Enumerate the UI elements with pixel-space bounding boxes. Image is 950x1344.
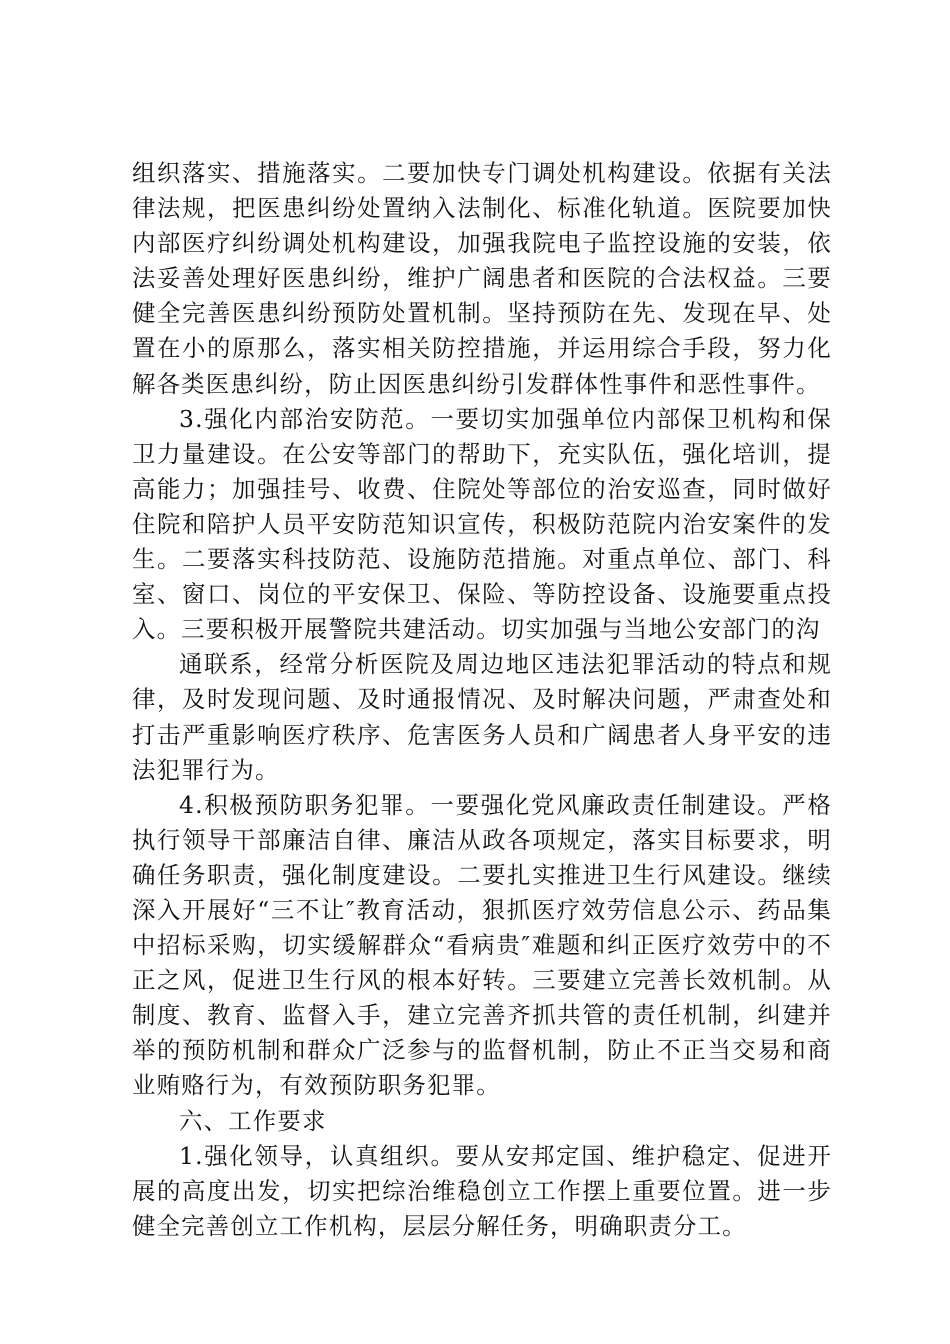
paragraph-1: 组织落实、措施落实。二要加快专门调处机构建设。依据有关法律法规，把医患纠纷处置纳入法制化、标准化轨道。医院要加快内部医疗纠纷调处机构建设，加强我院电子监控设施的安装，依法妥善处理好医患纠纷，维护广阔患者和医院的合法权益。三要健全完善医患纠纷预防处置机制。坚持预防在先、发现在早、处置在小的原那么，落实相关防控措施，并运用综合手段，努力化解各类医患纠纷，防止因医患纠纷引发群体性事件和恶性事件。 (132, 159, 832, 398)
paragraph-4: 4.积极预防职务犯罪。一要强化党风廉政责任制建设。严格执行领导干部廉洁自律、廉洁从政各项规定，落实目标要求，明确任务职责，强化制度建设。二要扎实推进卫生行风建设。继续深入开展好“三不让″教育活动，狠抓医疗效劳信息公示、药品集中招标采购，切实缓解群众“看病贵″难题和纠正医疗效劳中的不正之风，促进卫生行风的根本好转。三要建立完善长效机制。从制度、教育、监督入手，建立完善齐抓共管的责任机制，纠建并举的预防机制和群众广泛参与的监督机制，防止不正当交易和商业贿赂行为，有效预防职务犯罪。 (132, 790, 832, 1100)
document-page (132, 156, 832, 1244)
paragraph-6: 1.强化领导，认真组织。要从安邦定国、维护稳定、促进开展的高度出发，切实把综治维稳创立工作摆上重要位置。进一步健全完善创立工作机构，层层分解任务，明确职责分工。 (132, 1141, 832, 1240)
section-heading: 六、工作要求 (179, 1106, 327, 1135)
paragraph-2: 3.强化内部治安防范。一要切实加强单位内部保卫机构和保卫力量建设。在公安等部门的帮助下，充实队伍，强化培训，提高能力；加强挂号、收费、住院处等部位的治安巡查，同时做好住院和陪护人员平安防范知识宣传，积极防范院内治安案件的发生。二要落实科技防范、设施防范措施。对重点单位、部门、科室、窗口、岗位的平安保卫、保险、等防控设备、设施要重点投入。三要积极开展警院共建活动。切实加强与当地公安部门的沟 (132, 404, 832, 644)
paragraph-3: 通联系，经常分析医院及周边地区违法犯罪活动的特点和规律，及时发现问题、及时通报情况、及时解决问题，严肃查处和打击严重影响医疗秩序、危害医务人员和广阔患者人身平安的违法犯罪行为。 (132, 650, 832, 784)
